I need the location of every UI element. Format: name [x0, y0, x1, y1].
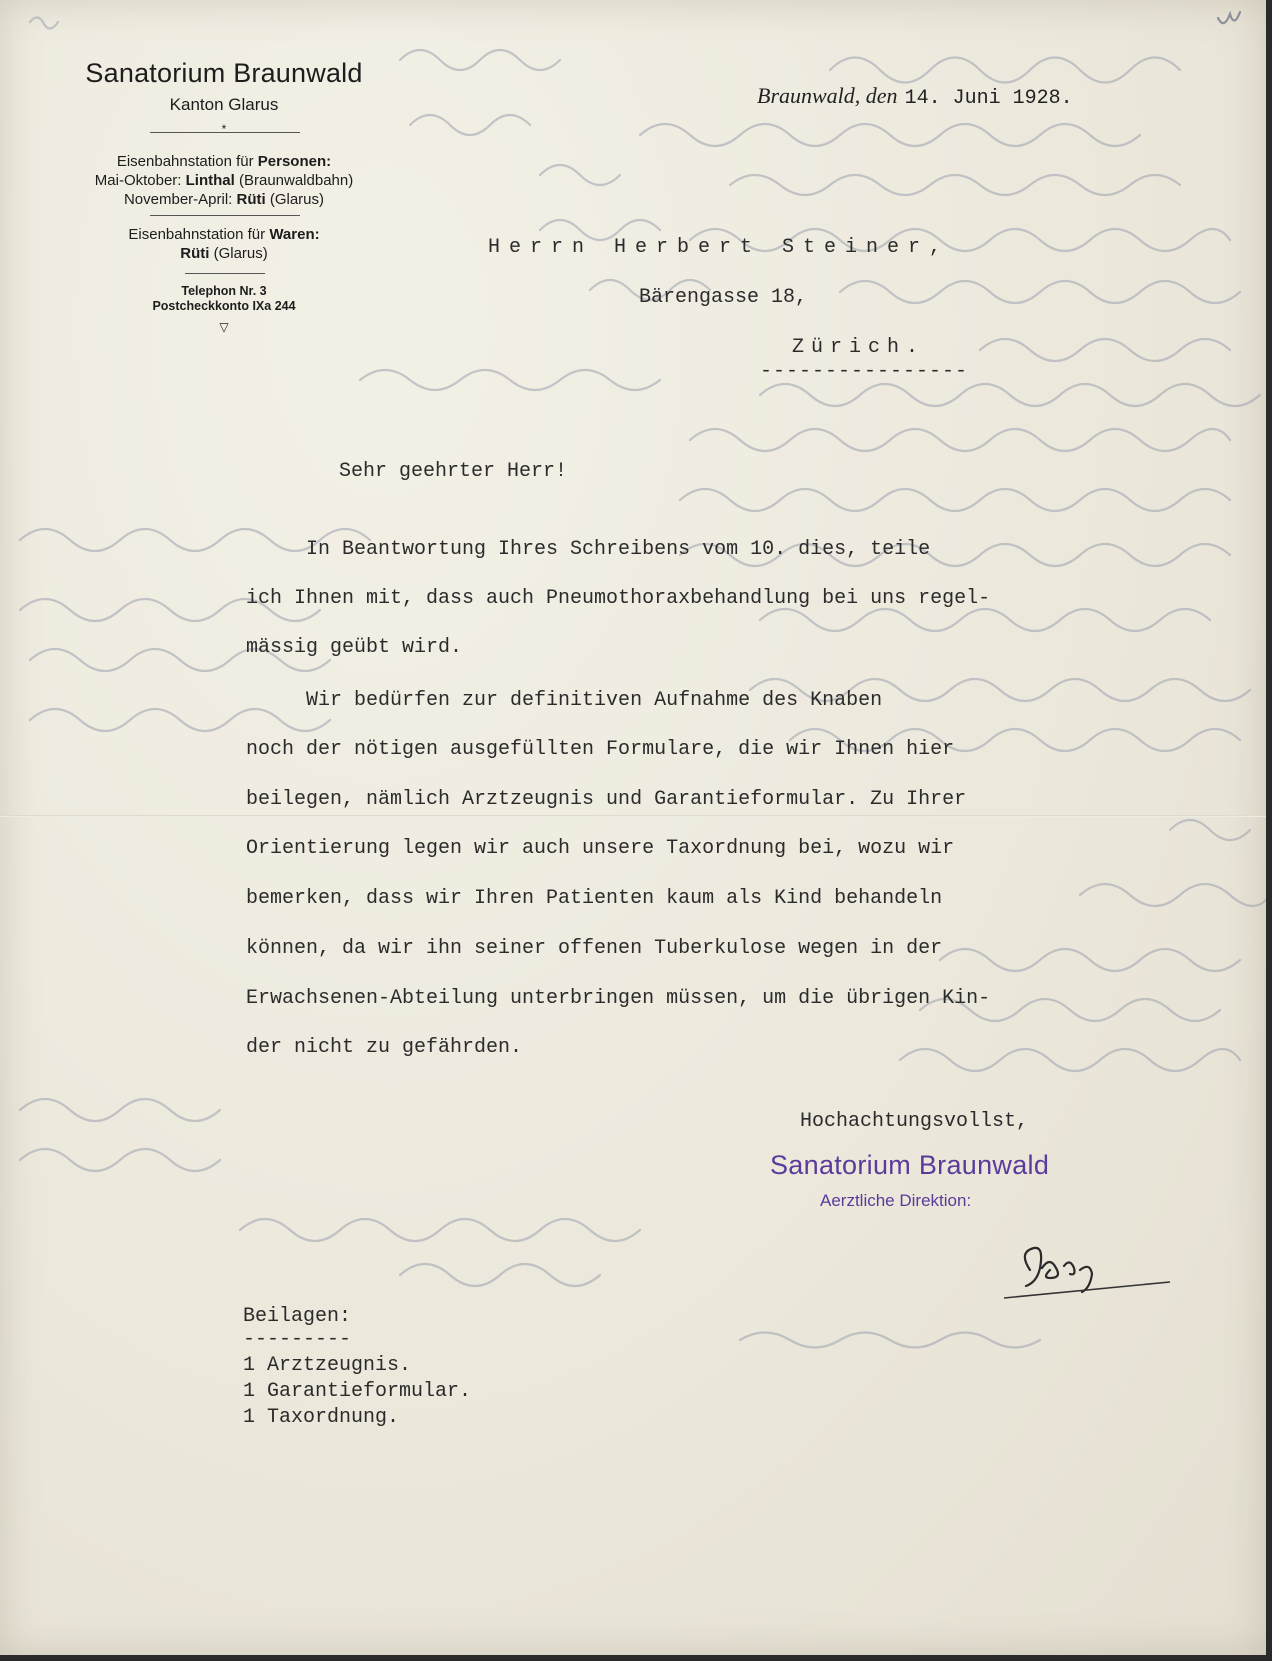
body-line: bemerken, dass wir Ihren Patienten kaum als Kind behandeln	[246, 887, 943, 910]
recipient-city: Zürich.	[792, 336, 926, 359]
rail-station-goods: Eisenbahnstation für Waren: Rüti (Glarus)	[128, 226, 320, 262]
enclosure-item: 1 Taxordnung.	[243, 1406, 400, 1429]
date: 14. Juni 1928.	[904, 87, 1073, 110]
enclosures-rule: ---------	[243, 1328, 352, 1351]
recipient-street: Bärengasse 18,	[639, 286, 808, 309]
body-line: In Beantwortung Ihres Schreibens vom 10. dies, teile	[246, 538, 931, 561]
letterhead-title: Sanatorium Braunwald	[85, 58, 363, 88]
signature	[1000, 1230, 1180, 1310]
stamp-subtitle: Aerztliche Direktion:	[820, 1191, 972, 1210]
letterhead-rule	[150, 215, 300, 216]
body-line: Wir bedürfen zur definitiven Aufnahme des Knaben	[246, 689, 883, 712]
body-line: Erwachsenen-Abteilung unterbringen müssen, um die übrigen Kin-	[246, 987, 991, 1010]
body-line: ich Ihnen mit, dass auch Pneumothoraxbehandlung bei uns regel-	[246, 587, 991, 610]
rail-station-persons: Eisenbahnstation für Personen: Mai-Oktober: Linthal (Braunwaldbahn) November-April: Rüti (Glarus)	[94, 153, 354, 208]
letterhead-contact: Telephon Nr. 3 Postcheckkonto IXa 244	[152, 284, 296, 313]
paper-fold	[0, 815, 1266, 817]
body-line: noch der nötigen ausgefüllten Formulare, die wir Ihnen hier	[246, 738, 955, 761]
salutation: Sehr geehrter Herr!	[339, 460, 568, 483]
enclosure-item: 1 Arztzeugnis.	[243, 1354, 412, 1377]
body-line: mässig geübt wird.	[246, 636, 463, 659]
body-line: können, da wir ihn seiner offenen Tuberkulose wegen in der	[246, 937, 943, 960]
recipient-name: Herrn Herbert Steiner,	[488, 236, 951, 259]
body-line: beilegen, nämlich Arztzeugnis und Garantieformular. Zu Ihrer	[246, 788, 967, 811]
triangle-icon: ▽	[219, 320, 229, 334]
place-date	[757, 83, 1073, 110]
enclosure-item: 1 Garantieformular.	[243, 1380, 472, 1403]
letterhead-separator: *	[221, 122, 227, 136]
body-line: der nicht zu gefährden.	[246, 1036, 523, 1059]
stamp-name: Sanatorium Braunwald	[770, 1150, 1050, 1180]
body-line: Orientierung legen wir auch unsere Taxordnung bei, wozu wir	[246, 837, 955, 860]
closing: Hochachtungsvollst,	[800, 1110, 1029, 1133]
place: Braunwald, den	[757, 83, 898, 108]
recipient-underline: ----------------	[760, 360, 969, 383]
enclosures-heading: Beilagen:	[243, 1305, 352, 1328]
letterhead-canton: Kanton Glarus	[169, 95, 279, 114]
letterhead-rule	[185, 273, 265, 274]
